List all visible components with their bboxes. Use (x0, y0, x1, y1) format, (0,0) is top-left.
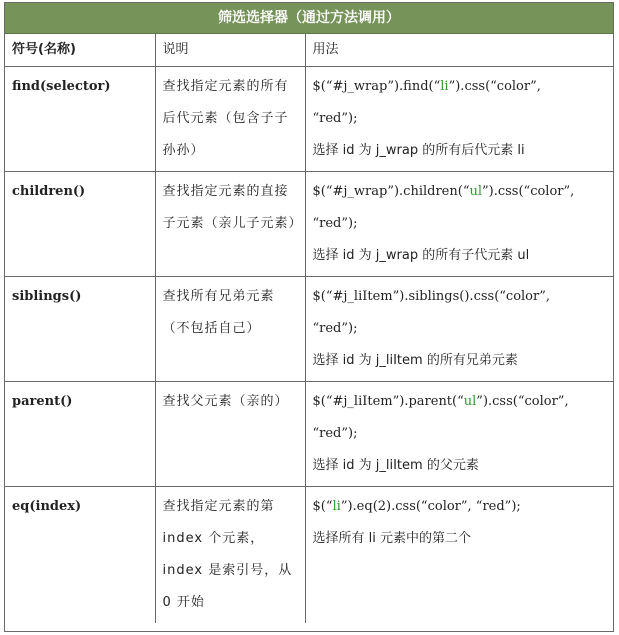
usage-note: 选择 id 为 j_liItem 的所有兄弟元素 (312, 353, 518, 368)
row-symbol: siblings() (5, 277, 155, 382)
row-usage (305, 67, 613, 172)
table-row (5, 277, 613, 382)
header-row (5, 34, 613, 67)
table-row (5, 67, 613, 172)
code-line-2: “red”); (312, 426, 358, 441)
code-line-2: “red”); (312, 321, 358, 336)
table-title: 筛选选择器（通过方法调用） (5, 3, 613, 34)
row-usage (305, 172, 613, 277)
row-symbol: parent() (5, 382, 155, 487)
code-line: $(“#j_liItem”).parent(“ul”).css(“color”, (312, 394, 569, 409)
row-symbol: children() (5, 172, 155, 277)
code-line: $(“li”).eq(2).css(“color”, “red”); (312, 499, 521, 514)
usage-note: 选择所有 li 元素中的第二个 (312, 531, 471, 546)
row-description: 查找指定元素的直接子元素（亲儿子元素） (155, 172, 305, 277)
row-description: 查找所有兄弟元素（不包括自己） (155, 277, 305, 382)
reference-table (5, 34, 613, 623)
row-symbol: find(selector) (5, 67, 155, 172)
table-row (5, 382, 613, 487)
row-description: 查找指定元素的第 index 个元素，index 是索引号，从 0 开始 (155, 487, 305, 624)
row-symbol: eq(index) (5, 487, 155, 624)
selector-reference-table (4, 2, 614, 632)
header-usage: 用法 (305, 34, 613, 67)
row-usage (305, 487, 613, 624)
header-symbol: 符号(名称) (5, 34, 155, 67)
row-description: 查找指定元素的所有后代元素（包含子子孙孙） (155, 67, 305, 172)
code-line-2: “red”); (312, 216, 358, 231)
code-line: $(“#j_wrap”).find(“li”).css(“color”, (312, 79, 541, 94)
usage-note: 选择 id 为 j_liItem 的父元素 (312, 458, 479, 473)
row-usage (305, 382, 613, 487)
table-row (5, 172, 613, 277)
row-description: 查找父元素（亲的） (155, 382, 305, 487)
table-row (5, 487, 613, 624)
header-description: 说明 (155, 34, 305, 67)
code-line: $(“#j_liItem”).siblings().css(“color”, (312, 289, 550, 304)
code-line: $(“#j_wrap”).children(“ul”).css(“color”, (312, 184, 575, 199)
row-usage (305, 277, 613, 382)
code-line-2: “red”); (312, 111, 358, 126)
usage-note: 选择 id 为 j_wrap 的所有后代元素 li (312, 143, 525, 158)
usage-note: 选择 id 为 j_wrap 的所有子代元素 ul (312, 248, 530, 263)
